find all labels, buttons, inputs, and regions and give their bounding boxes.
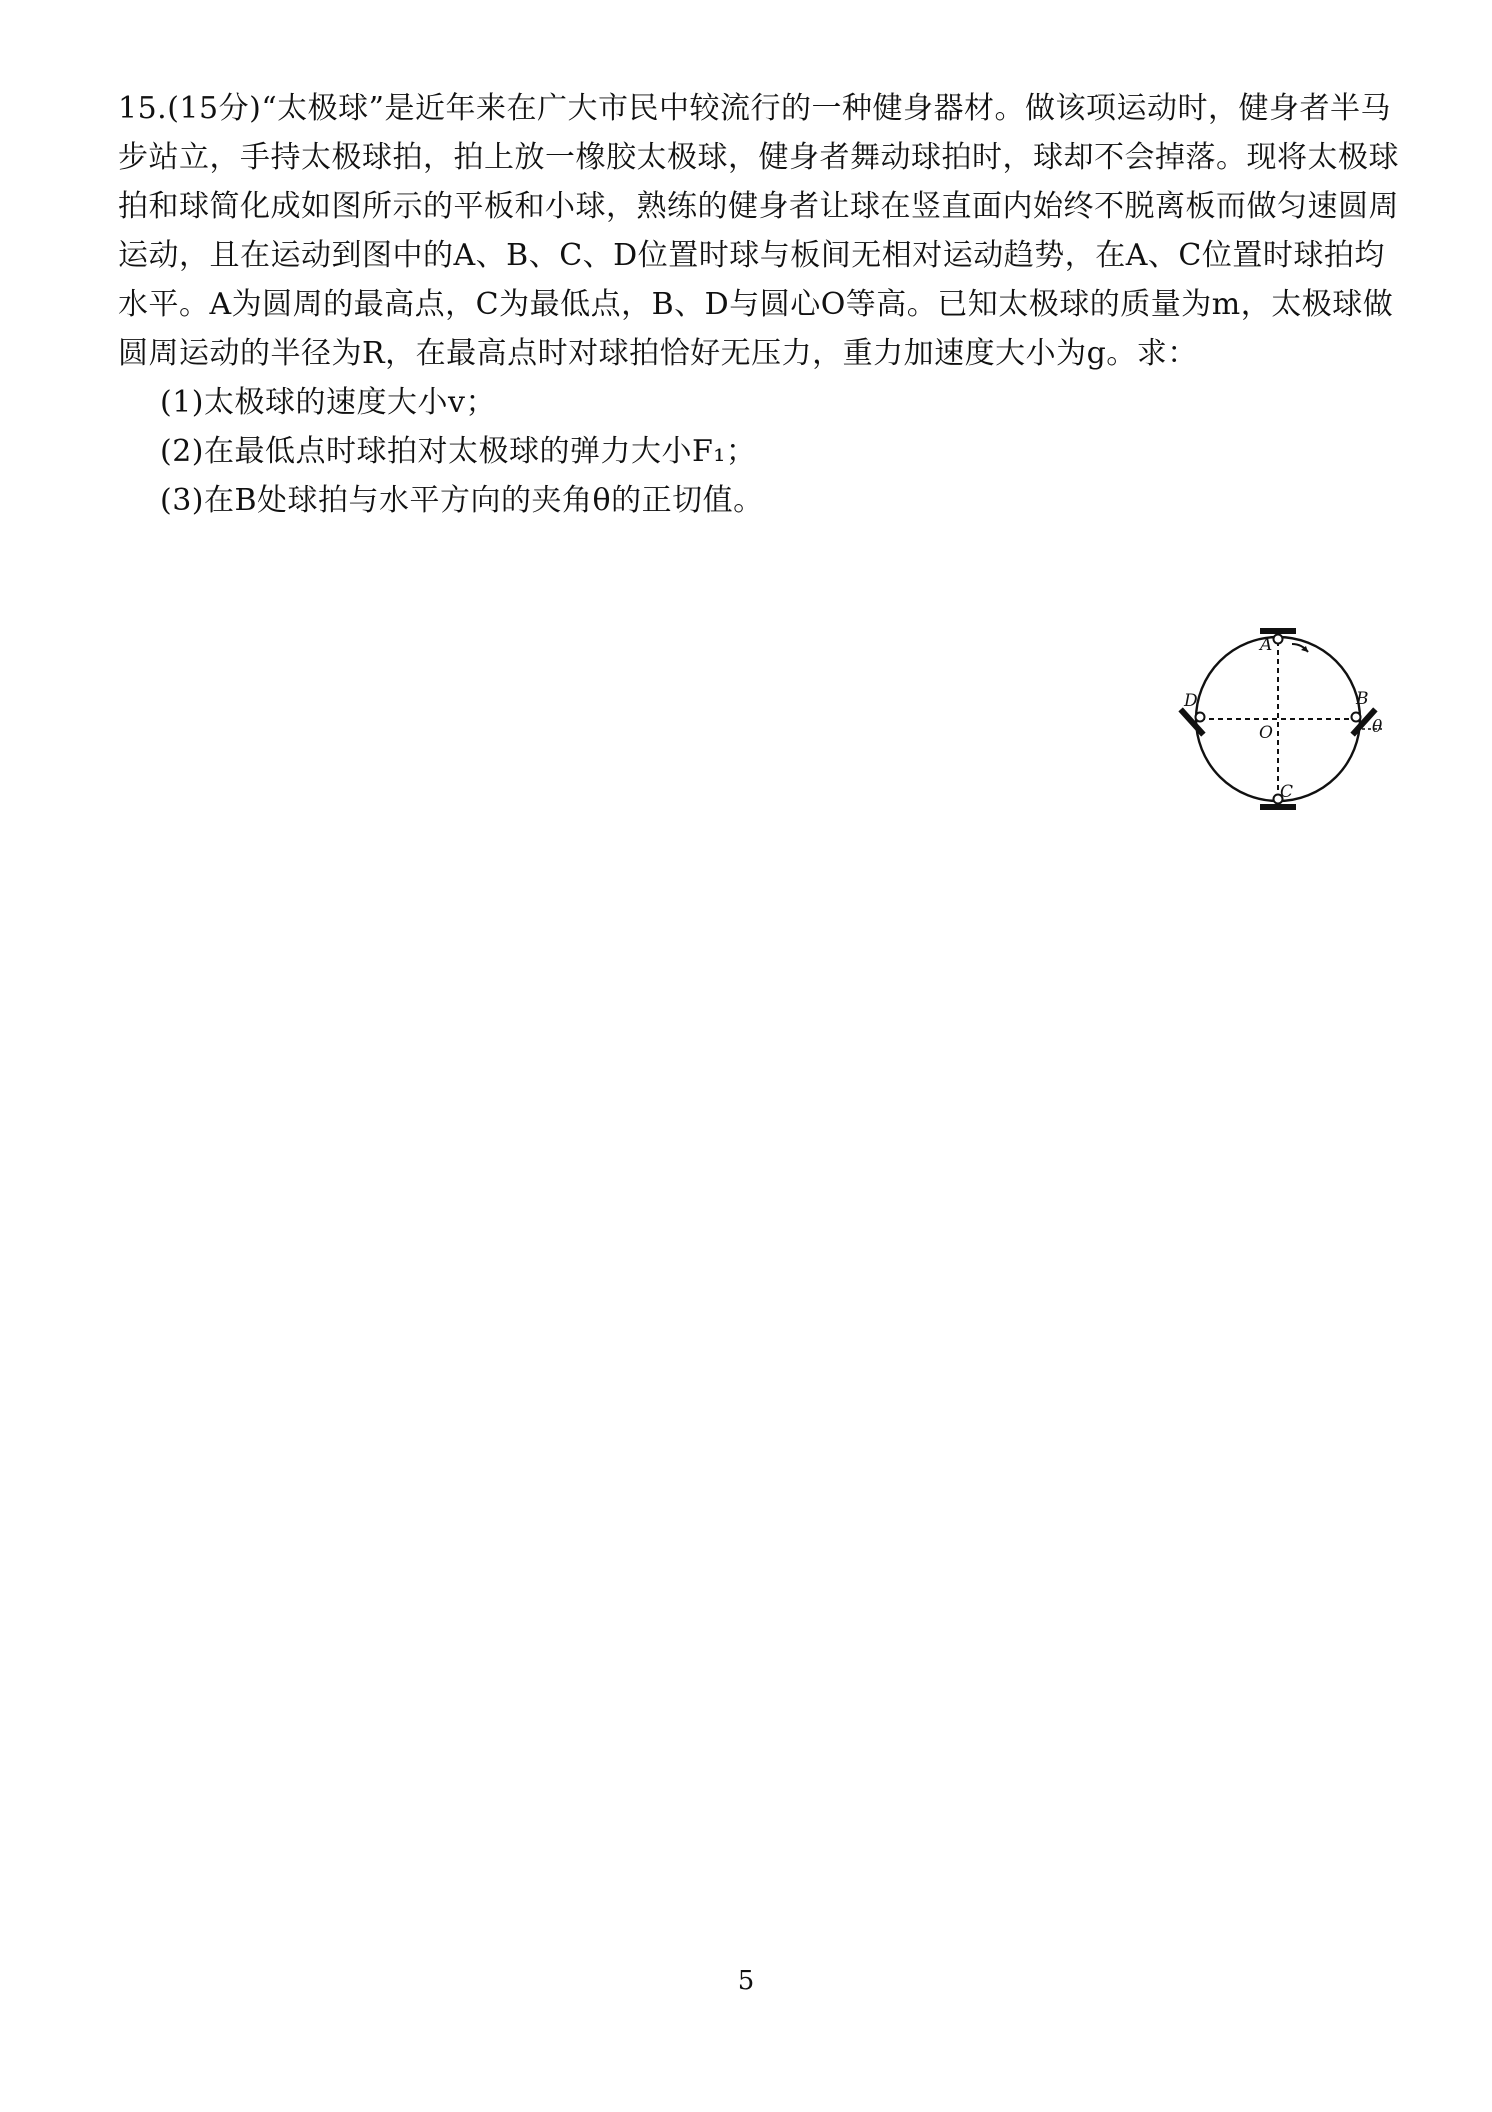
page-number: 5 bbox=[737, 1966, 755, 1996]
sub-question-3: (3)在B处球拍与水平方向的夹角θ的正切值。 bbox=[160, 483, 764, 518]
paddle-a bbox=[1260, 628, 1296, 634]
question-score: (15分) bbox=[167, 91, 262, 126]
sub-question-list bbox=[118, 378, 1408, 525]
paddle-c bbox=[1260, 804, 1296, 810]
label-c: C bbox=[1280, 782, 1294, 802]
label-theta: θ bbox=[1372, 717, 1383, 737]
question-15 bbox=[118, 84, 1408, 525]
label-d: D bbox=[1184, 691, 1198, 711]
ball-a bbox=[1274, 635, 1283, 644]
question-stem: “太极球”是近年来在广大市民中较流行的一种健身器材。做该项运动时，健身者半马步站立，手持太极球拍，拍上放一橡胶太极球，健身者舞动球拍时，球却不会掉落。现将太极球拍和球简化成如图所示的平板和小球，熟练的健身者让球在竖直面内始终不脱离板而做匀速圆周运动，且在运动到图中的A、B、C、D位置时球与板间无相对运动趋势，在A、C位置时球拍均水平。A为圆周的最高点，C为最低点，B、D与圆心O等高。已知太极球的质量为m，太极球做圆周运动的半径为R，在最高点时对球拍恰好无压力，重力加速度大小为g。求： bbox=[118, 91, 1399, 371]
taiji-ball-diagram bbox=[1160, 614, 1400, 824]
diagram-svg bbox=[1160, 614, 1400, 824]
label-o: O bbox=[1259, 723, 1273, 743]
question-number: 15. bbox=[118, 91, 168, 126]
label-a: A bbox=[1260, 635, 1273, 655]
sub-question-1: (1)太极球的速度大小v； bbox=[160, 385, 496, 420]
label-b: B bbox=[1356, 689, 1369, 709]
ball-b bbox=[1352, 713, 1361, 722]
sub-question-2: (2)在最低点时球拍对太极球的弹力大小F₁； bbox=[160, 434, 757, 469]
ball-d bbox=[1196, 713, 1205, 722]
